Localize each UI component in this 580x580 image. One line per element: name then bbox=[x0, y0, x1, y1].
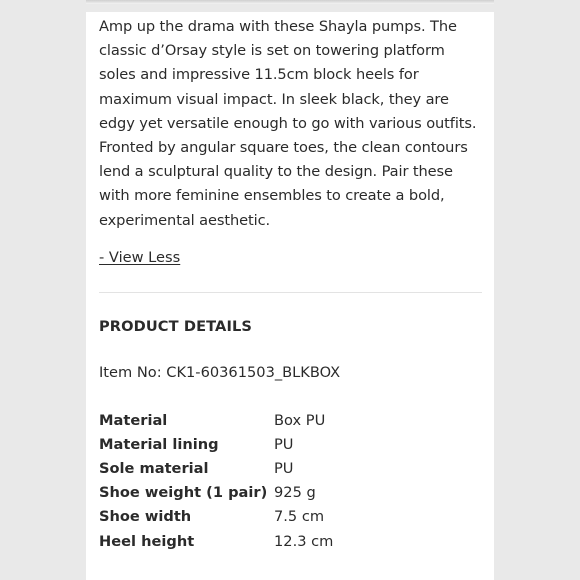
spec-row bbox=[99, 481, 479, 505]
spec-value: 12.3 cm bbox=[274, 532, 334, 550]
spec-value: 925 g bbox=[274, 484, 316, 502]
view-less-link[interactable]: - View Less bbox=[99, 249, 181, 266]
spec-label: Material lining bbox=[99, 435, 219, 453]
spec-value: Box PU bbox=[274, 411, 326, 429]
spec-row bbox=[99, 529, 479, 553]
product-details-heading: PRODUCT DETAILS bbox=[99, 318, 252, 335]
spec-row bbox=[99, 505, 479, 529]
spec-value: 7.5 cm bbox=[274, 508, 325, 526]
spec-label: Sole material bbox=[99, 459, 209, 477]
spec-row bbox=[99, 432, 479, 456]
spec-value: PU bbox=[274, 435, 294, 453]
spec-value: PU bbox=[274, 459, 294, 477]
spec-label: Shoe width bbox=[99, 508, 192, 526]
spec-label: Material bbox=[99, 411, 168, 429]
section-divider bbox=[99, 292, 482, 293]
product-description: Amp up the drama with these Shayla pumps. The classic d’Orsay style is set on towering platform soles and impressive 11.5cm block heels for maximum visual impact. In sleek black, they are edgy yet versatile enough to go with various outfits. Fronted by angular square toes, the clean contours lend a sculptural quality to the design. Pair these with more feminine ensembles to create a bold, experimental aesthetic. bbox=[99, 18, 477, 229]
clipped-top-edge bbox=[86, 0, 494, 4]
spec-label: Heel height bbox=[99, 532, 195, 550]
spec-label: Shoe weight (1 pair) bbox=[99, 484, 268, 502]
item-number: Item No: CK1-60361503_BLKBOX bbox=[99, 364, 341, 381]
spec-row bbox=[99, 456, 479, 480]
spec-row bbox=[99, 408, 479, 432]
spec-table bbox=[99, 408, 479, 553]
